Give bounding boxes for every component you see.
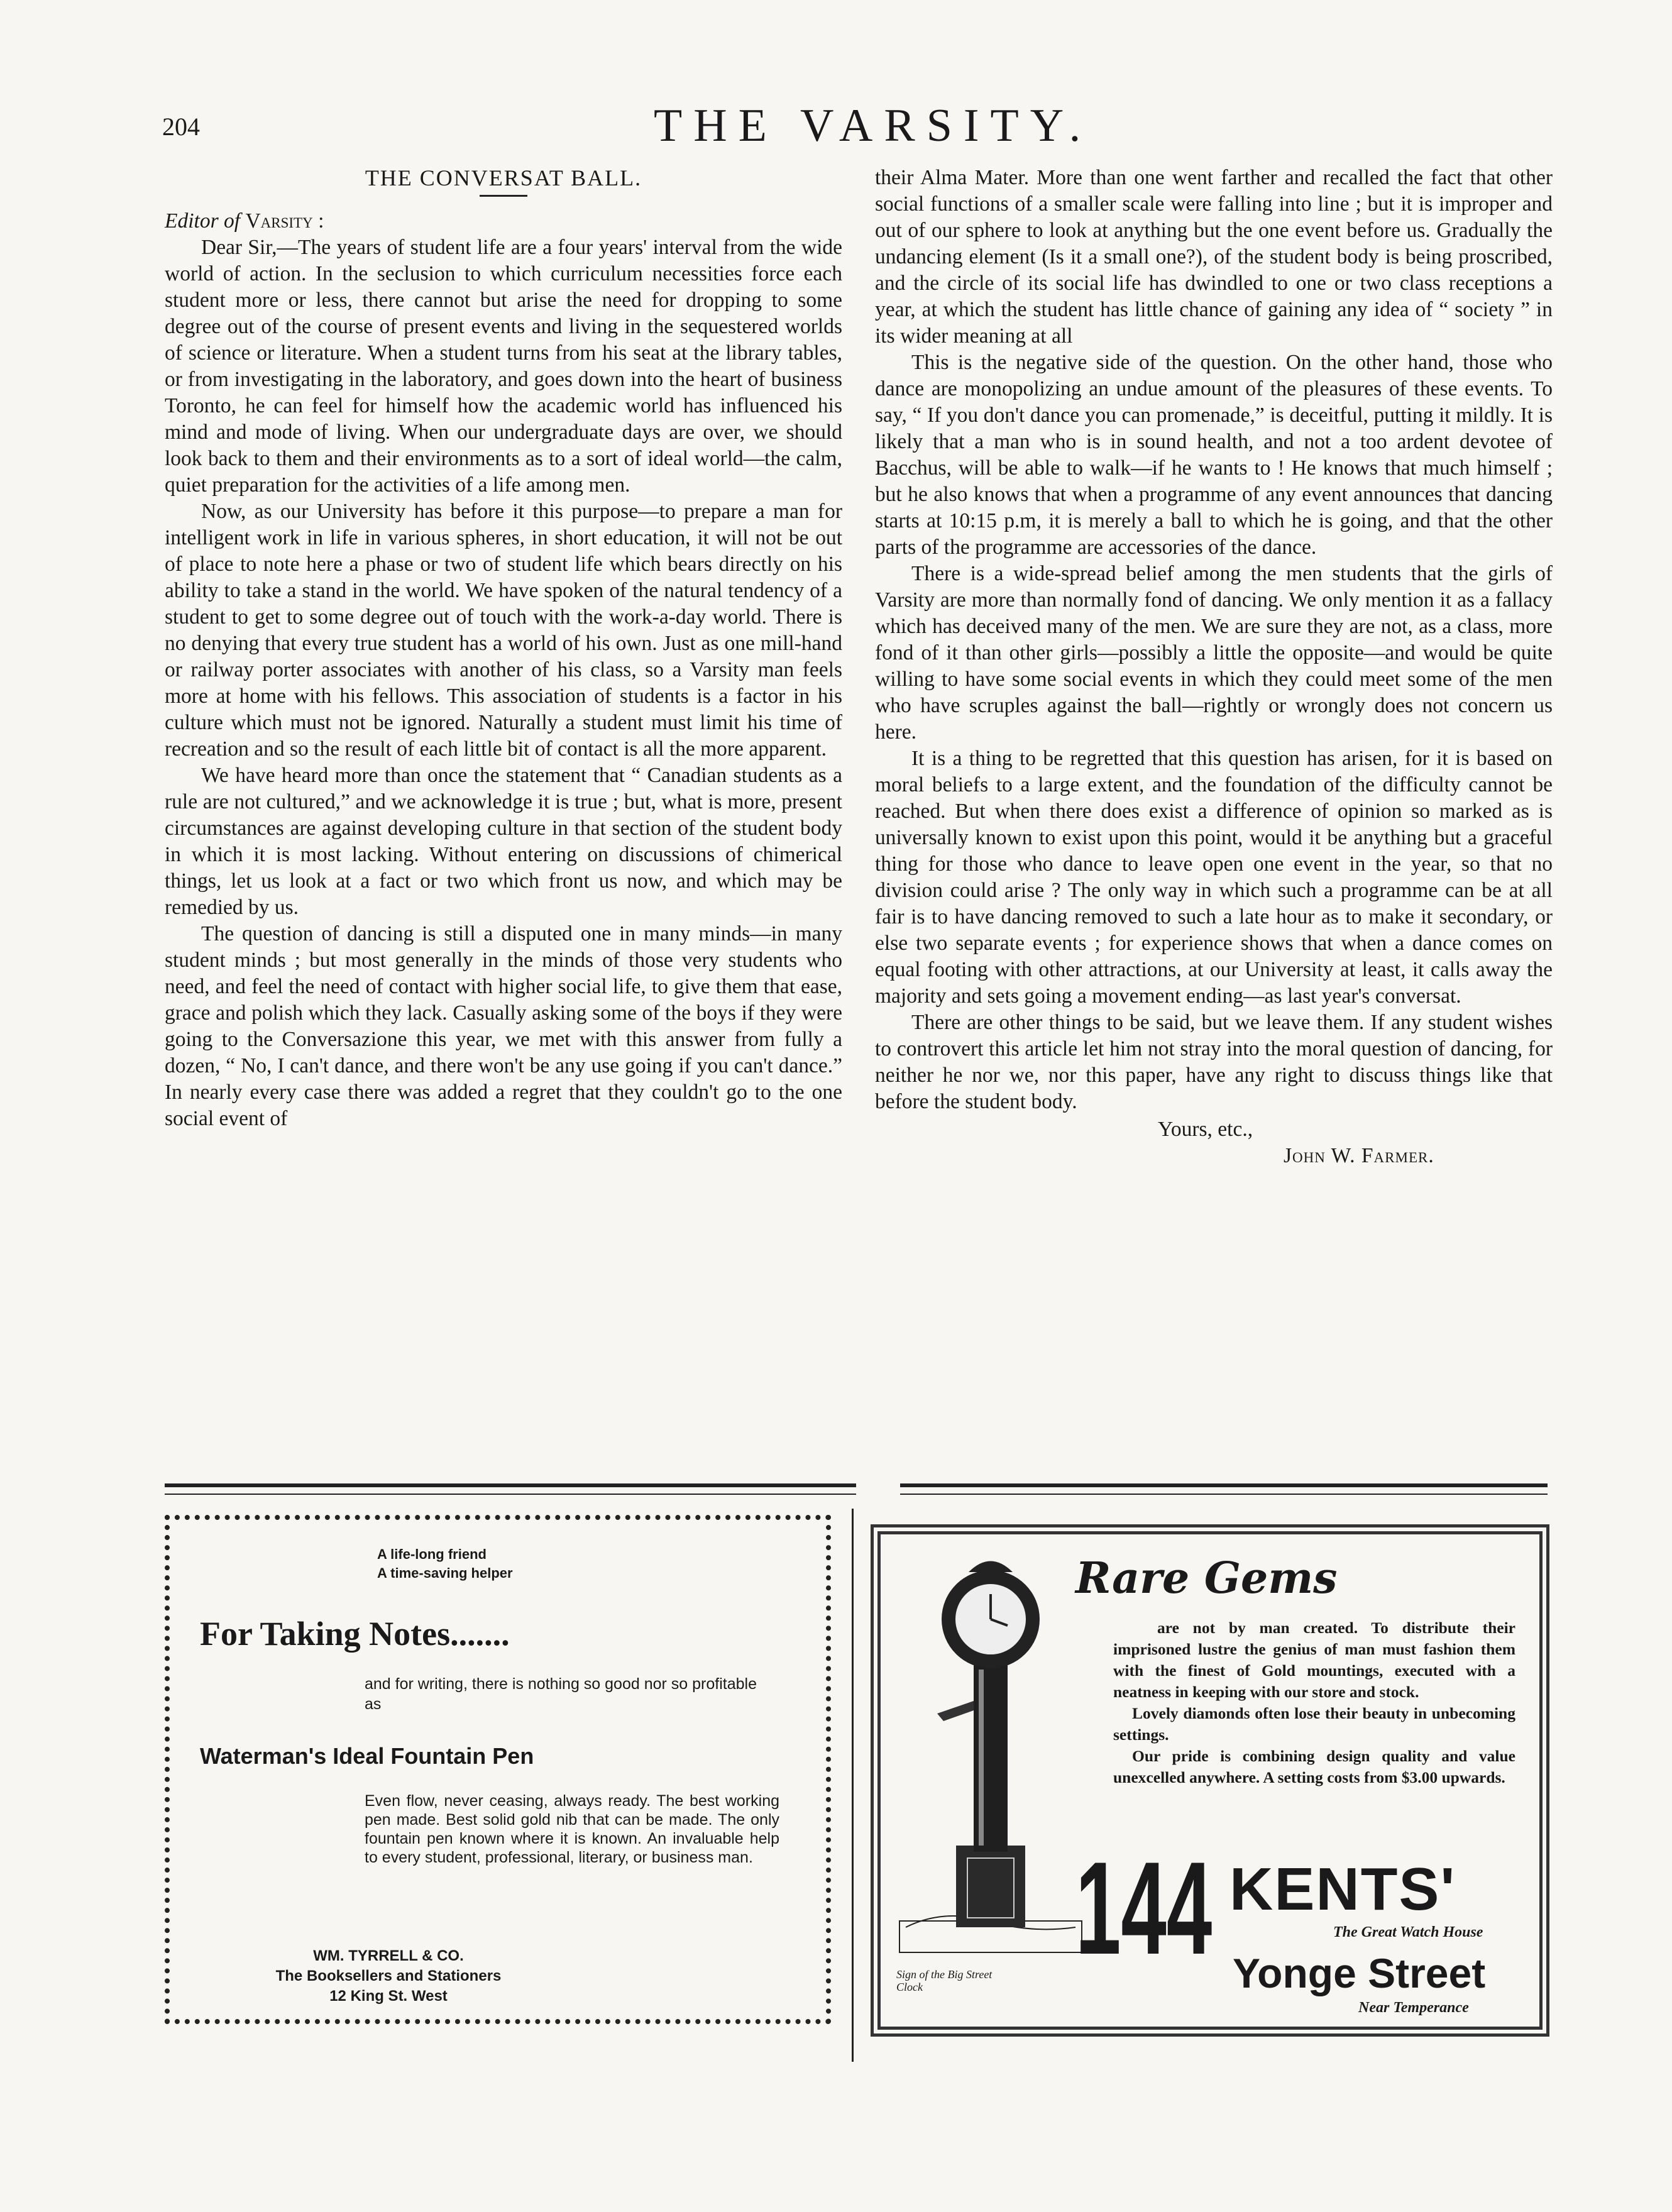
ad-title: Rare Gems — [1075, 1553, 1338, 1604]
ad-product-name: Waterman's Ideal Fountain Pen — [200, 1743, 534, 1769]
ad-tagline: A time-saving helper — [377, 1565, 513, 1581]
kents-advertisement — [871, 1524, 1549, 2037]
masthead: THE VARSITY. — [654, 100, 1092, 151]
ads-column-separator — [852, 1509, 854, 2062]
title-rule — [480, 195, 527, 197]
article-title: THE CONVERSAT BALL. — [365, 165, 642, 190]
ads-divider — [165, 1483, 1548, 1495]
seller-description: The Booksellers and Stationers — [275, 1967, 502, 1984]
page-number: 204 — [162, 113, 200, 141]
article-column-right — [875, 165, 1553, 1169]
ad-paragraph: are not by man created. To distribute their imprisoned lustre the genius of man must fashion them with the finest of Gold mountings, executed with a neatness in keeping with our store and stock. — [1113, 1619, 1515, 1701]
ad-tagline: A life-long friend — [377, 1546, 487, 1562]
salutation-prefix: Editor of — [165, 209, 246, 233]
article-paragraph: Dear Sir,—The years of student life are a four years' interval from the wide world of action. In the seclusion to which curriculum necessities force each student more or less, there cannot but arise the need for dropping to some degree out of the course of present events and living in the sequestered worlds of science or literature. When a student turns from his seat at the library tables, or from investigating in the laboratory, and goes down into the heart of business Toronto, he can feel for himself how the academic world has influenced his mind and mode of living. When our undergraduate days are over, we should look back to them and their environments as to a sort of ideal world—the calm, quiet preparation for the activities of a life among men. — [165, 236, 842, 497]
salutation — [165, 208, 842, 234]
ad-paragraph: Lovely diamonds often lose their beauty in unbecoming settings. — [1113, 1704, 1515, 1744]
ad-body — [1113, 1617, 1515, 1788]
store-name: KENTS' — [1229, 1856, 1456, 1923]
street-clock-illustration — [893, 1550, 1088, 1965]
article-paragraph: We have heard more than once the statement that “ Canadian students as a rule are not cultured,” and we acknowledge it is true ; but, what is more, present circumstances are against developing culture in that section of the student body in which it is most lacking. Without entering on discussions of chimerical things, let us look at a fact or two which front us now, and which may be remedied by us. — [165, 764, 842, 919]
signoff: Yours, etc., — [1158, 1118, 1253, 1141]
ad-intro: and for writing, there is nothing so good nor so profitable as — [365, 1675, 757, 1713]
location-note: Near Temperance — [1358, 2000, 1469, 2016]
ad-body: Even flow, never ceasing, always ready. The best working pen made. Best solid gold nib that can be made. The only fountain pen known where it is known. An invaluable help to every student, professional, literary, or business man. — [365, 1792, 779, 1866]
street-name: Yonge Street — [1233, 1950, 1486, 1996]
author-signature: John W. Farmer. — [1284, 1144, 1434, 1167]
ad-paragraph: Our pride is combining design quality and value unexcelled anywhere. A setting costs from $3.00 upwards. — [1113, 1747, 1515, 1786]
waterman-advertisement — [165, 1515, 831, 2024]
article-paragraph: their Alma Mater. More than one went farther and recalled the fact that other social functions of a smaller scale were falling into line ; but it is improper and out of our sphere to look at anything but the one event before us. Gradually the undancing element (Is it a small one?), of the student body is being proscribed, and the circle of its social life has dwindled to one or two class receptions a year, at which the student has little chance of gaining any idea of “ society ” in its wider meaning at all — [875, 166, 1553, 348]
ad-seller — [200, 1946, 577, 2006]
article-column-left — [165, 165, 842, 1132]
ad-headline: For Taking Notes....... — [200, 1615, 510, 1653]
article-paragraph: There is a wide-spread belief among the men students that the girls of Varsity are more than normally fond of dancing. We only mention it as a fallacy which has deceived many of the men. We are sure they are not, as a class, more fond of it than other girls—possibly a little the opposite—and would be quite willing to have some social events in which they could meet some of the men who have scruples against the ball—rightly or wrongly does not concern us here. — [875, 562, 1553, 744]
store-subtitle: The Great Watch House — [1333, 1924, 1483, 1940]
article-paragraph: It is a thing to be regretted that this question has arisen, for it is based on moral beliefs to a large extent, and the foundation of the difficulty cannot be reached. But when there does exist a difference of opinion so marked as is universally known to exist upon this point, would it be anything but a graceful thing for those who dance to leave open one event in the year, so that no division could arise ? The only way in which such a programme can be at all fair is to have dancing removed to such a late hour as to make it secondary, or else two separate events ; for experience shows that when a dance comes on equal footing with other attractions, at our University at least, it calls away the majority and sets going a movement ending—as last year's conversat. — [875, 747, 1553, 1008]
article-paragraph: There are other things to be said, but we leave them. If any student wishes to controvert this article let him not stray into the moral question of dancing, for neither he nor we, nor this paper, have any right to discuss things like that before the student body. — [875, 1011, 1553, 1113]
article-paragraph: Now, as our University has before it this purpose—to prepare a man for intelligent work in life in various spheres, in short education, it will not be out of place to note here a phase or two of student life which bears directly on his ability to take a stand in the world. We have spoken of the natural tendency of a student to get to some degree out of touch with the work-a-day world. There is no denying that every true student has a world of his own. Just as one mill-hand or railway porter associates with another of his class, so a Varsity man feels more at home with his fellows. This association of students is a factor in his culture which must not be ignored. Naturally a student must limit his time of recreation and so the result of each little bit of contact is all the more apparent. — [165, 500, 842, 761]
seller-address: 12 King St. West — [329, 1988, 448, 2005]
street-number: 144 — [1075, 1834, 1213, 1982]
article-paragraph: This is the negative side of the question. On the other hand, those who dance are monopolizing an undue amount of the pleasures of these events. To say, “ If you don't dance you can promenade,” is deceitful, putting it mildly. It is likely that a man who is in sound health, and not a too ardent devotee of Bacchus, will be able to walk—if he wants to ! He knows that much himself ; but he also knows that when a programme of any event announces that dancing starts at 10:15 p.m, it is merely a ball to which he is going, and that the other parts of the programme are accessories of the dance. — [875, 351, 1553, 559]
salutation-name: Varsity : — [245, 209, 324, 233]
article-paragraph: The question of dancing is still a disputed one in many minds—in many student minds ; but most generally in the minds of those very students who need, and feel the need of contact with higher social life, to give them that ease, grace and polish which they lack. Casually asking some of the boys if they were going to the Conversazione this year, we met with this answer from fully a dozen, “ No, I can't dance, and there won't be any use going if you can't dance.” In nearly every case there was added a regret that they couldn't go to the one social event of — [165, 922, 842, 1130]
seller-name: WM. TYRRELL & CO. — [313, 1947, 464, 1964]
clock-caption: Sign of the Big Street Clock — [896, 1968, 993, 1993]
